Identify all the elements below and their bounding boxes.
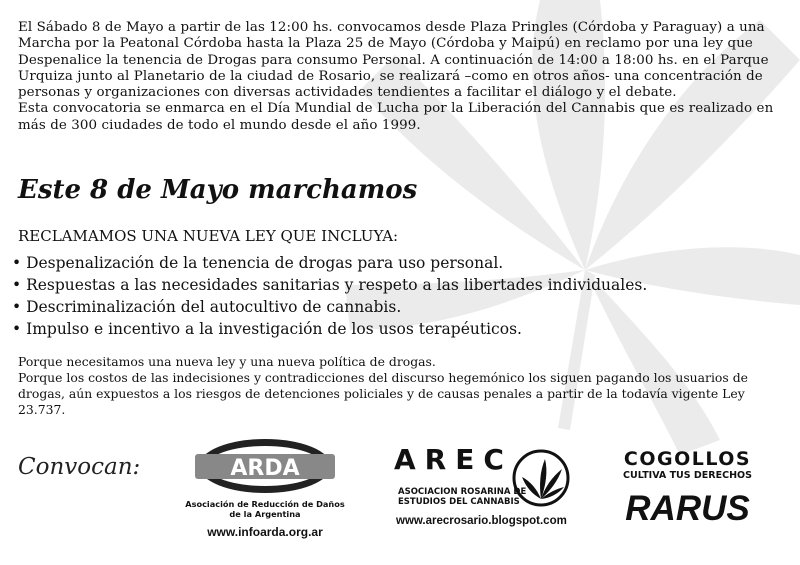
arda-logo [185, 438, 345, 548]
intro-text [18, 20, 788, 134]
demands-list [12, 252, 647, 340]
cogollos-tagline: CULTIVA TUS DERECHOS [623, 470, 752, 481]
list-item: • Impulso e incentivo a la investigación de los usos terapéuticos. [12, 318, 647, 340]
arda-url: www.infoarda.org.ar [207, 525, 323, 539]
list-item: • Respuestas a las necesidades sanitarias y respeto a las libertades individuales. [12, 274, 647, 296]
arec-logo [392, 443, 582, 543]
closing-paragraph: Porque necesitamos una nueva ley y una nueva política de drogas. [18, 354, 436, 369]
arec-org-line: ESTUDIOS DEL CANNABIS [398, 497, 520, 507]
rarus-logo: RARUS [625, 489, 750, 528]
arec-org-line: ASOCIACION ROSARINA DE [398, 487, 527, 497]
intro-paragraph: Esta convocatoria se enmarca en el Día Mundial de Lucha por la Liberación del Cannabis que es realizado en más de 300 ciudades de todo el mundo desde el año 1999. [18, 101, 774, 133]
arec-org-name [398, 487, 526, 507]
arda-org-name [185, 499, 345, 519]
arec-logo-text: AREC [394, 443, 513, 476]
convocan-label: Convocan: [18, 454, 141, 480]
arda-org-line: de la Argentina [229, 509, 301, 519]
intro-paragraph: El Sábado 8 de Mayo a partir de las 12:00 hs. convocamos desde Plaza Pringles (Córdoba y Paraguay) a una Marcha por la Peatonal Córdoba hasta la Plaza 25 de Mayo (Córdoba y Maipú) en reclamo por una ley que Despenalice la tenencia de Drogas para consumo Personal. A continuación de 14:00 a 18:00 hs. en el Parque Urquiza junto al Planetario de la ciudad de Rosario, se realizará –como en otros años- una concentración de personas y organizaciones con diversas actividades tendientes a facilitar el diálogo y el debate. [18, 20, 769, 101]
arda-logo-text: ARDA [230, 456, 300, 481]
arda-org-line: Asociación de Reducción de Daños [185, 499, 345, 509]
cogollos-logo [605, 448, 770, 482]
cogollos-name: COGOLLOS [623, 448, 752, 470]
arda-emblem-icon [185, 438, 345, 498]
arec-url: www.arecrosario.blogspot.com [396, 515, 567, 527]
demands-title: RECLAMAMOS UNA NUEVA LEY QUE INCLUYA: [18, 227, 399, 245]
closing-text [18, 354, 788, 418]
list-item: • Despenalización de la tenencia de drogas para uso personal. [12, 252, 647, 274]
list-item: • Descriminalización del autocultivo de cannabis. [12, 296, 647, 318]
headline: Este 8 de Mayo marchamos [18, 175, 418, 205]
closing-paragraph: Porque los costos de las indecisiones y contradicciones del discurso hegemónico los siguen pagando los usuarios de drogas, aún expuestos a los riesgos de detenciones policiales y de causas penales a partir de la todavía vigente Ley 23.737. [18, 370, 748, 417]
